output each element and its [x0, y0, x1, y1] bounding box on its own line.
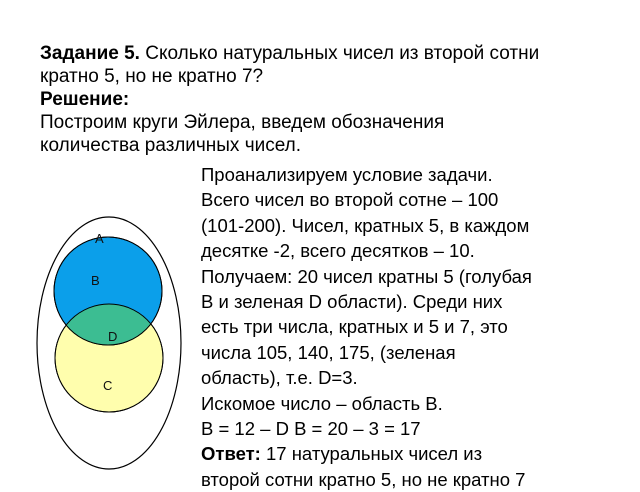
task-block — [40, 42, 620, 157]
answer-label: Ответ: — [201, 443, 261, 465]
analysis-line: Проанализируем условие задачи. — [201, 164, 493, 185]
label-d: D — [108, 329, 118, 344]
label-a: A — [95, 231, 104, 246]
task-title-text: Сколько натуральных чисел из второй сотни — [139, 43, 540, 64]
analysis-line: числа 105, 140, 175, (зеленая — [201, 341, 456, 363]
analysis-line: В = 12 – D В = 20 – 3 = 17 — [201, 418, 421, 440]
analysis-line: Получаем: 20 чисел кратны 5 (голубая — [201, 265, 532, 287]
answer-text: 17 натуральных чисел из — [260, 443, 483, 465]
analysis-line: есть три числа, кратных и 5 и 7, это — [201, 316, 508, 338]
label-c: C — [103, 378, 113, 393]
label-b: B — [91, 273, 100, 288]
task-title-label: Задание 5. — [40, 43, 140, 64]
analysis-line: Искомое число – область В. — [201, 392, 443, 414]
euler-diagram — [32, 205, 192, 475]
answer-line — [201, 441, 621, 466]
intro-line-2: количества различных чисел. — [40, 135, 302, 156]
intro-line-1: Построим круги Эйлера, введем обозначения — [40, 112, 445, 133]
analysis-line: В и зеленая D области). Среди них — [201, 291, 503, 313]
task-title-line-2: кратно 5, но не кратно 7? — [40, 66, 264, 87]
analysis-line: (101-200). Чисел, кратных 5, в каждом — [201, 214, 530, 236]
analysis-line: Всего чисел во второй сотне – 100 — [201, 189, 499, 211]
solution-heading: Решение: — [40, 89, 130, 110]
task-title — [40, 42, 620, 65]
analysis-line: десятке -2, всего десятков – 10. — [201, 240, 475, 262]
analysis-line: область), т.е. D=3. — [201, 367, 358, 389]
analysis-block — [201, 162, 621, 492]
answer-line-2: второй сотни кратно 5, но не кратно 7 — [201, 468, 526, 490]
